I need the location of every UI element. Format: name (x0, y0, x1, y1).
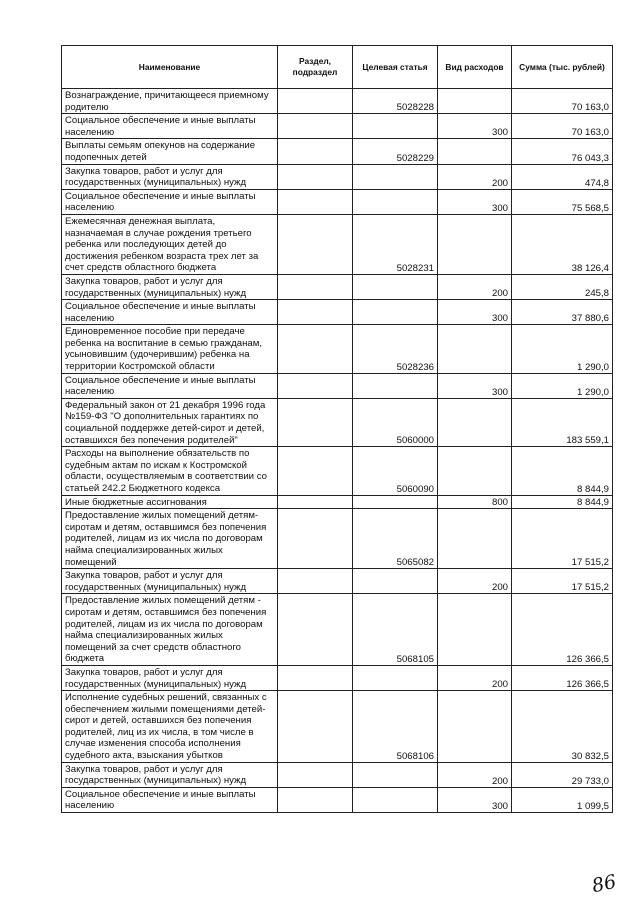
row-name: Вознаграждение, причитающееся приемному родителю (62, 89, 278, 114)
row-name: Социальное обеспечение и иные выплаты населению (62, 114, 278, 139)
row-target: 5060090 (353, 447, 438, 495)
row-amount: 17 515,2 (512, 569, 613, 594)
row-section (278, 189, 353, 214)
row-amount: 8 844,9 (512, 495, 613, 509)
row-name: Расходы на выполнение обязательств по судебным актам по искам к Костромской области, осуществляемым в соответствии со статьей 242.2 Бюджетного кодекса (62, 447, 278, 495)
row-amount: 70 163,0 (512, 89, 613, 114)
row-amount: 1 099,5 (512, 787, 613, 812)
row-section (278, 509, 353, 569)
row-name: Закупка товаров, работ и услуг для государственных (муниципальных) нужд (62, 762, 278, 787)
row-amount: 30 832,5 (512, 691, 613, 763)
row-target (353, 373, 438, 398)
row-amount: 17 515,2 (512, 509, 613, 569)
table-row (62, 787, 613, 812)
row-section (278, 325, 353, 373)
row-target: 5068105 (353, 594, 438, 666)
table-row (62, 300, 613, 325)
row-amount: 474,8 (512, 164, 613, 189)
row-amount: 37 880,6 (512, 300, 613, 325)
row-amount: 75 568,5 (512, 189, 613, 214)
row-section (278, 274, 353, 299)
row-target: 5028228 (353, 89, 438, 114)
row-name: Предоставление жилых помещений детям - сиротам и детям, оставшимся без попечения родителей, лицам из их числа по договорам найма специализированных жилых помещений за счет средств областного бюджета (62, 594, 278, 666)
row-amount: 183 559,1 (512, 398, 613, 446)
row-amount: 126 366,5 (512, 665, 613, 690)
row-expense: 300 (438, 300, 512, 325)
table-row (62, 274, 613, 299)
header-row (62, 46, 613, 89)
table-row (62, 164, 613, 189)
row-expense (438, 325, 512, 373)
table-row (62, 691, 613, 763)
row-name: Выплаты семьям опекунов на содержание подопечных детей (62, 139, 278, 164)
row-target (353, 114, 438, 139)
row-section (278, 89, 353, 114)
row-name: Федеральный закон от 21 декабря 1996 года №159-ФЗ "О дополнительных гарантиях по социальной поддержке детей-сирот и детей, оставшихся без попечения родителей" (62, 398, 278, 446)
row-target: 5065082 (353, 509, 438, 569)
row-target: 5068106 (353, 691, 438, 763)
table-row (62, 762, 613, 787)
table-row (62, 665, 613, 690)
budget-table (61, 45, 613, 813)
row-expense (438, 594, 512, 666)
row-expense: 200 (438, 274, 512, 299)
table-row (62, 373, 613, 398)
row-name: Социальное обеспечение и иные выплаты населению (62, 373, 278, 398)
row-expense (438, 447, 512, 495)
row-section (278, 447, 353, 495)
row-target (353, 762, 438, 787)
row-section (278, 398, 353, 446)
header-amount: Сумма (тыс. рублей) (512, 46, 613, 89)
row-expense: 300 (438, 787, 512, 812)
row-target (353, 300, 438, 325)
table-row (62, 139, 613, 164)
row-expense (438, 139, 512, 164)
row-name: Предоставление жилых помещений детям-сиротам и детям, оставшимся без попечения родителей, лицам из их числа по договорам найма специализированных жилых помещений (62, 509, 278, 569)
row-section (278, 665, 353, 690)
table-body (62, 89, 613, 813)
row-name: Иные бюджетные ассигнования (62, 495, 278, 509)
row-name: Закупка товаров, работ и услуг для государственных (муниципальных) нужд (62, 665, 278, 690)
row-section (278, 214, 353, 274)
row-amount: 76 043,3 (512, 139, 613, 164)
row-section (278, 787, 353, 812)
row-amount: 8 844,9 (512, 447, 613, 495)
row-name: Социальное обеспечение и иные выплаты населению (62, 787, 278, 812)
row-target (353, 495, 438, 509)
row-expense: 300 (438, 373, 512, 398)
table-row (62, 509, 613, 569)
table-row (62, 569, 613, 594)
row-target (353, 569, 438, 594)
row-section (278, 114, 353, 139)
row-expense (438, 509, 512, 569)
table-row (62, 114, 613, 139)
row-amount: 38 126,4 (512, 214, 613, 274)
row-expense: 800 (438, 495, 512, 509)
page-number: 86 (589, 870, 619, 898)
header-name: Наименование (62, 46, 278, 89)
row-target (353, 274, 438, 299)
table-row (62, 189, 613, 214)
row-section (278, 139, 353, 164)
row-target (353, 787, 438, 812)
row-name: Социальное обеспечение и иные выплаты населению (62, 300, 278, 325)
header-target: Целевая статья (353, 46, 438, 89)
table-row (62, 447, 613, 495)
row-section (278, 495, 353, 509)
row-amount: 245,8 (512, 274, 613, 299)
row-expense: 300 (438, 114, 512, 139)
row-name: Единовременное пособие при передаче ребенка на воспитание в семью гражданам, усыновившим (удочерившим) ребенка на территории Костромской области (62, 325, 278, 373)
row-expense (438, 691, 512, 763)
row-expense: 200 (438, 665, 512, 690)
row-expense: 200 (438, 164, 512, 189)
row-expense (438, 214, 512, 274)
row-expense: 200 (438, 762, 512, 787)
row-section (278, 373, 353, 398)
row-name: Закупка товаров, работ и услуг для государственных (муниципальных) нужд (62, 164, 278, 189)
row-target (353, 164, 438, 189)
table-row (62, 325, 613, 373)
row-target: 5028229 (353, 139, 438, 164)
row-expense: 300 (438, 189, 512, 214)
table-row (62, 214, 613, 274)
row-target: 5028236 (353, 325, 438, 373)
row-name: Закупка товаров, работ и услуг для государственных (муниципальных) нужд (62, 274, 278, 299)
row-expense (438, 89, 512, 114)
row-section (278, 594, 353, 666)
row-expense: 200 (438, 569, 512, 594)
row-name: Исполнение судебных решений, связанных с обеспечением жилыми помещениями детей-сирот и детей, оставшихся без попечения родителей, лиц из их числа, в том числе в случае изменения способа исполнения судебного акта, взыскания убытков (62, 691, 278, 763)
row-section (278, 300, 353, 325)
header-expense: Вид расходов (438, 46, 512, 89)
row-amount: 1 290,0 (512, 325, 613, 373)
row-section (278, 762, 353, 787)
row-target (353, 665, 438, 690)
table-row (62, 495, 613, 509)
table-row (62, 89, 613, 114)
table-row (62, 398, 613, 446)
row-name: Закупка товаров, работ и услуг для государственных (муниципальных) нужд (62, 569, 278, 594)
row-section (278, 164, 353, 189)
row-name: Социальное обеспечение и иные выплаты населению (62, 189, 278, 214)
row-section (278, 569, 353, 594)
row-target: 5060000 (353, 398, 438, 446)
header-section: Раздел, подраздел (278, 46, 353, 89)
row-amount: 1 290,0 (512, 373, 613, 398)
row-target: 5028231 (353, 214, 438, 274)
table-row (62, 594, 613, 666)
row-amount: 70 163,0 (512, 114, 613, 139)
row-amount: 126 366,5 (512, 594, 613, 666)
row-name: Ежемесячная денежная выплата, назначаемая в случае рождения третьего ребенка или последующих детей до достижения ребенком возраста трех лет за счет средств областного бюджета (62, 214, 278, 274)
row-section (278, 691, 353, 763)
row-amount: 29 733,0 (512, 762, 613, 787)
row-expense (438, 398, 512, 446)
row-target (353, 189, 438, 214)
